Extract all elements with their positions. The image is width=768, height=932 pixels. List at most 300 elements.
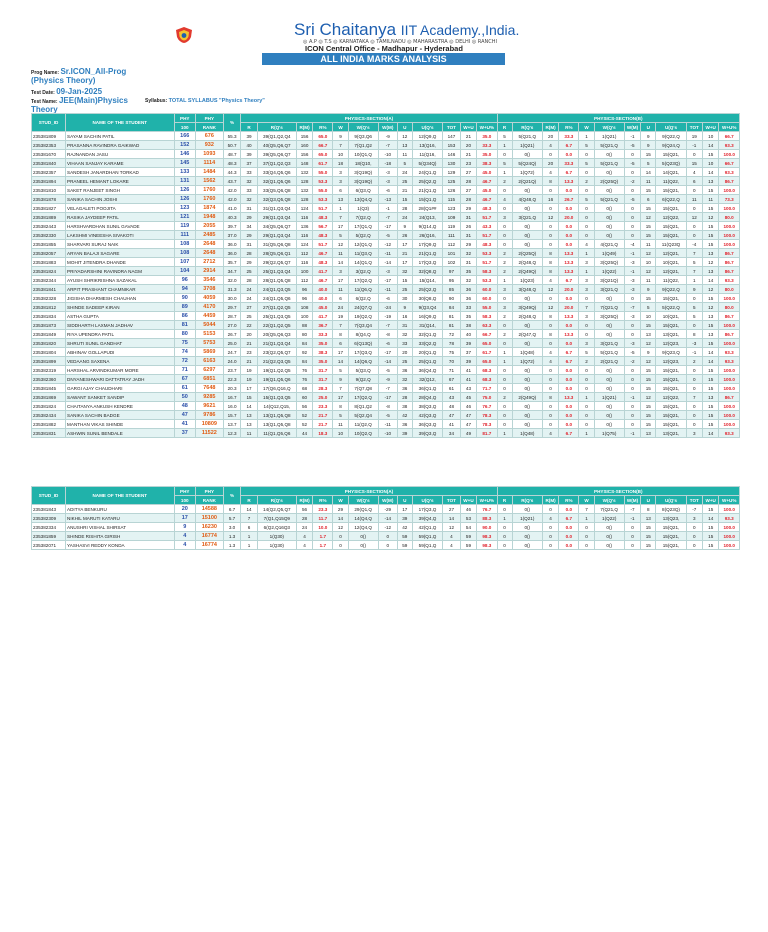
table-cell: 12(Q23, <box>656 339 686 348</box>
table-cell: 12(Q21, <box>656 249 686 258</box>
phy-total: 50 <box>174 393 195 402</box>
table-cell: 0() <box>594 168 624 177</box>
student-name: RAJNANDAN JASU <box>66 150 174 159</box>
table-cell: 28 <box>296 514 312 523</box>
table-cell: 21(Q1,Q3,Q4 <box>257 339 296 348</box>
col-sec-b-6: W(M) <box>624 123 640 132</box>
col-sec-a-7: U <box>397 496 412 505</box>
table-cell: 31 <box>460 213 476 222</box>
table-cell: 43 <box>443 393 461 402</box>
table-cell: 88 <box>296 321 312 330</box>
phy-total: 104 <box>174 267 195 276</box>
table-cell: 5 <box>579 195 594 204</box>
table-cell: 9 <box>333 375 348 384</box>
student-name: HARSHAL ARVINDKUMAR MORE <box>66 366 174 375</box>
table-cell: 15 <box>641 366 656 375</box>
table-cell: 0 <box>497 541 512 550</box>
table-cell: 59 <box>460 532 476 541</box>
table-cell: 33 <box>460 303 476 312</box>
phy-total: 119 <box>174 222 195 231</box>
table-cell: 36(Q3,Q <box>412 420 442 429</box>
percent-cell: 100.0 <box>719 150 740 159</box>
percent-cell: 0.0 <box>559 541 579 550</box>
table-cell: 33 <box>241 186 257 195</box>
table-cell: 0 <box>624 231 640 240</box>
table-cell: 0 <box>624 411 640 420</box>
table-cell: 32(Q1,Q5,Q6 <box>257 177 296 186</box>
table-cell: 0 <box>497 402 512 411</box>
table-cell: 33(Q4,Q5,Q6 <box>257 168 296 177</box>
table-cell: 41 <box>460 375 476 384</box>
table-cell: 32(Q3,Q5,Q8 <box>257 195 296 204</box>
table-cell: 45 <box>460 393 476 402</box>
table-cell: 0 <box>579 150 594 159</box>
phy-rank: 10809 <box>195 420 223 429</box>
phy-total: 146 <box>174 150 195 159</box>
table-cell: 1(Q72) <box>512 168 542 177</box>
table-cell: 15 <box>703 186 719 195</box>
table-cell: 28.7 <box>223 312 241 321</box>
table-cell: 95 <box>443 276 461 285</box>
table-cell: 1 <box>579 132 594 141</box>
table-cell: 15 <box>703 532 719 541</box>
percent-cell: 23.3 <box>313 505 333 514</box>
table-cell: -3 <box>624 276 640 285</box>
phy-rank: 676 <box>195 132 223 141</box>
test-date: Test Date: 09-Jan-2025 <box>31 87 103 96</box>
col-sec-b-11: W+U% <box>719 123 740 132</box>
table-cell: 84 <box>443 303 461 312</box>
student-name: SAKET RANJEET SINGH <box>66 186 174 195</box>
table-cell: 36 <box>397 384 412 393</box>
table-cell: 56 <box>296 402 312 411</box>
phy-rank: 1948 <box>195 213 223 222</box>
phy-total: 41 <box>174 420 195 429</box>
phy-rank: 5869 <box>195 348 223 357</box>
table-cell: 20(Q1,Q <box>412 348 442 357</box>
table-cell: -8 <box>378 402 397 411</box>
table-cell: 6 <box>641 195 656 204</box>
table-cell: 132 <box>296 168 312 177</box>
col-sec-a-5: W(Q's <box>348 123 378 132</box>
table-cell: 6.7 <box>223 505 241 514</box>
table-cell: 0() <box>594 420 624 429</box>
table-cell: 28 <box>460 177 476 186</box>
table-cell: 4 <box>443 541 461 550</box>
table-cell: -14 <box>378 258 397 267</box>
table-cell: 15 <box>641 541 656 550</box>
table-cell: 0 <box>686 402 702 411</box>
col-sec-b-5: W(Q's <box>594 496 624 505</box>
table-cell: 21 <box>460 132 476 141</box>
student-id: 235382434 <box>32 411 66 420</box>
table-cell: 34.7 <box>223 267 241 276</box>
student-name: RIYA UPENDRA PATIL <box>66 330 174 339</box>
student-id: 235381882 <box>32 420 66 429</box>
table-cell: 0 <box>624 150 640 159</box>
table-cell: 8 <box>333 330 348 339</box>
table-cell: 2(Q48,Q <box>512 312 542 321</box>
percent-cell: 100.0 <box>719 541 740 550</box>
table-cell: 115 <box>443 195 461 204</box>
table-cell: -18 <box>378 159 397 168</box>
table-row <box>32 541 740 550</box>
table-cell: 80 <box>296 330 312 339</box>
table-cell: 2 <box>497 258 512 267</box>
table-cell: 0() <box>594 186 624 195</box>
percent-cell: 21.7 <box>313 420 333 429</box>
table-cell: 40.3 <box>223 213 241 222</box>
col-sec-a-8: U(Q's <box>412 123 442 132</box>
percent-cell: 31.7 <box>313 366 333 375</box>
table-cell: -3 <box>378 177 397 186</box>
table-cell: 124 <box>296 204 312 213</box>
table-cell: 146 <box>443 150 461 159</box>
percent-cell: 35.0 <box>477 150 497 159</box>
table-cell: 21 <box>397 186 412 195</box>
table-cell: 3(Q21,Q <box>594 339 624 348</box>
table-cell: 15(Q21, <box>656 186 686 195</box>
table-cell: 10(Q1,Q <box>348 150 378 159</box>
student-name: SANIKA SACHIN BADGE <box>66 411 174 420</box>
phy-total: 123 <box>174 204 195 213</box>
table-cell: 13 <box>641 514 656 523</box>
phy-total: 74 <box>174 348 195 357</box>
student-name: VEDAANG SAXENA <box>66 357 174 366</box>
table-cell: 9 <box>686 285 702 294</box>
table-cell: 12 <box>641 339 656 348</box>
table-cell: 52 <box>296 420 312 429</box>
table-cell: 15 <box>703 240 719 249</box>
phy-rank: 2914 <box>195 267 223 276</box>
table-cell: -4 <box>686 240 702 249</box>
table-cell: 15(Q21, <box>656 523 686 532</box>
table-cell: 0() <box>594 532 624 541</box>
table-cell: 39 <box>241 150 257 159</box>
percent-cell: 6.7 <box>559 168 579 177</box>
table-cell: 21 <box>241 339 257 348</box>
table-cell: 32 <box>397 330 412 339</box>
table-cell: 9 <box>333 132 348 141</box>
table-cell: 15 <box>703 204 719 213</box>
table-cell: 14 <box>333 357 348 366</box>
table-cell: 29 <box>333 505 348 514</box>
student-id: 235382309 <box>32 514 66 523</box>
table-cell: 19(Q1,Q2,Q5 <box>257 366 296 375</box>
table-cell: 48 <box>443 402 461 411</box>
percent-cell: 100.0 <box>719 231 740 240</box>
table-cell: 19(Q1,Q5,Q6 <box>257 375 296 384</box>
table-cell: 7 <box>333 384 348 393</box>
table-cell: 7 <box>241 514 257 523</box>
table-cell: 0 <box>497 411 512 420</box>
col-sec-a-11: W+U% <box>477 123 497 132</box>
table-cell: 15 <box>641 411 656 420</box>
phy-total: 111 <box>174 231 195 240</box>
phy-total: 72 <box>174 357 195 366</box>
table-cell: 34 <box>443 429 461 438</box>
student-name: SIDDHARTH LAXMAN JADHAV <box>66 321 174 330</box>
student-id: 235382360 <box>32 375 66 384</box>
table-cell: 46 <box>460 402 476 411</box>
table-cell: 15(Q1,Q3,Q5 <box>257 393 296 402</box>
col-sec-b-10: W+U <box>703 496 719 505</box>
table-cell: 81 <box>443 321 461 330</box>
table-cell: 7(Q1,Q15Q9 <box>257 514 296 523</box>
student-name: SHRUTI SUNIL GANDHAT <box>66 339 174 348</box>
table-cell: 21(Q2,Q3,Q5 <box>257 357 296 366</box>
table-cell: 15 <box>703 420 719 429</box>
col-phy: PHY <box>174 114 195 123</box>
table-cell: 13 <box>703 312 719 321</box>
table-cell: 17(Q3,Q <box>348 348 378 357</box>
table-cell: 15.7 <box>223 411 241 420</box>
table-cell: 9(Q3,Q4 <box>412 303 442 312</box>
percent-cell: 41.7 <box>313 312 333 321</box>
table-cell: 17 <box>333 276 348 285</box>
percent-cell: 48.3 <box>313 258 333 267</box>
table-cell: 0 <box>542 532 558 541</box>
table-cell: 1(Q48) <box>512 348 542 357</box>
table-cell: 29 <box>241 213 257 222</box>
table-cell: 25 <box>397 177 412 186</box>
table-cell: -14 <box>378 514 397 523</box>
table-cell: 0 <box>579 375 594 384</box>
percent-cell: 0.0 <box>559 366 579 375</box>
table-cell: 15(Q21, <box>656 375 686 384</box>
table-cell: 14(Q2,Q5,Q7 <box>257 505 296 514</box>
table-cell: 12(Q22, <box>656 213 686 222</box>
table-cell: 39.7 <box>223 222 241 231</box>
table-cell: 0 <box>333 541 348 550</box>
table-cell: 32(Q8,Q <box>412 267 442 276</box>
table-cell: 3 <box>333 177 348 186</box>
table-cell: 0() <box>512 505 542 514</box>
percent-cell: 33.3 <box>559 159 579 168</box>
table-cell: 41 <box>443 420 461 429</box>
table-cell: 0() <box>594 231 624 240</box>
col-sec-b-0: R <box>497 496 512 505</box>
table-cell: 6 <box>686 177 702 186</box>
table-cell: 1 <box>497 348 512 357</box>
percent-cell: 26.7 <box>559 195 579 204</box>
test-name: Test Name: JEE(Main)Physics Theory <box>31 96 128 114</box>
table-cell: 5(Q24Q) <box>512 159 542 168</box>
table-cell: 25.0 <box>223 339 241 348</box>
table-cell: 3(Q25Q) <box>594 258 624 267</box>
table-cell: 0 <box>579 523 594 532</box>
table-cell: 31 <box>397 321 412 330</box>
table-cell: 17 <box>241 384 257 393</box>
table-cell: 5 <box>333 411 348 420</box>
table-cell: 24 <box>241 285 257 294</box>
table-cell: 31 <box>460 231 476 240</box>
table-cell: 4 <box>579 240 594 249</box>
percent-cell: 86.7 <box>719 258 740 267</box>
table-cell: 0() <box>594 330 624 339</box>
percent-cell: 1.7 <box>313 541 333 550</box>
table-cell: 84 <box>296 357 312 366</box>
table-cell: 18(Q10, <box>348 159 378 168</box>
table-cell: 0() <box>512 532 542 541</box>
student-id: 235381810 <box>32 186 66 195</box>
table-cell: 0() <box>512 204 542 213</box>
student-id: 235381804 <box>32 348 66 357</box>
table-cell: -14 <box>378 357 397 366</box>
student-id: 235381878 <box>32 195 66 204</box>
table-cell: 15 <box>641 204 656 213</box>
student-name: ARPIT PRASHANT CHAMNIKAR <box>66 285 174 294</box>
col-rank-top: PHY <box>195 487 223 496</box>
table-row <box>32 523 740 532</box>
table-cell: 0 <box>497 294 512 303</box>
table-cell: 116 <box>296 258 312 267</box>
table-cell: 5 <box>641 159 656 168</box>
table-cell: 7(Q21,Q <box>594 303 624 312</box>
student-name: CHAITANYA ANKUSH KENDRE <box>66 402 174 411</box>
col-sec-b-11: W+U% <box>719 496 740 505</box>
table-cell: 4(Q21,Q <box>594 240 624 249</box>
table-cell: 156 <box>296 132 312 141</box>
table-cell: 46 <box>460 505 476 514</box>
table-cell: 15(Q21, <box>656 384 686 393</box>
student-name: PRIYADARSHINI RAVINDRA NAGM <box>66 267 174 276</box>
percent-cell: 0.0 <box>559 186 579 195</box>
table-row <box>32 177 740 186</box>
student-id: 235381889 <box>32 213 66 222</box>
percent-cell: 11.7 <box>313 514 333 523</box>
percent-cell: 100.0 <box>719 402 740 411</box>
percent-cell: 35.0 <box>477 132 497 141</box>
table-cell: 12 <box>686 213 702 222</box>
table-cell: 39 <box>460 357 476 366</box>
table-cell: -3 <box>624 339 640 348</box>
table-cell: 0 <box>579 420 594 429</box>
table-cell: 15(Q21, <box>656 420 686 429</box>
table-cell: 4 <box>542 348 558 357</box>
col-sec-b-1: R(Q's <box>512 123 542 132</box>
table-cell: -2 <box>624 357 640 366</box>
table-cell: 108 <box>296 303 312 312</box>
col-rank-top: PHY <box>195 114 223 123</box>
table-cell: 8 <box>542 267 558 276</box>
table-cell: 9(Q23,Q <box>656 348 686 357</box>
table-cell: 111 <box>443 231 461 240</box>
student-id: 235382353 <box>32 141 66 150</box>
percent-cell: 100.0 <box>719 523 740 532</box>
table-cell: 20 <box>542 132 558 141</box>
table-cell: 7 <box>579 505 594 514</box>
phy-rank: 932 <box>195 141 223 150</box>
table-cell: 3(Q2,Q <box>348 267 378 276</box>
table-cell: 0 <box>579 541 594 550</box>
table-cell: 48.3 <box>223 159 241 168</box>
percent-cell: 65.0 <box>477 357 497 366</box>
table-cell: 32.0 <box>223 276 241 285</box>
student-name: SHINDE SADEEP KIRAN <box>66 303 174 312</box>
table-cell: 44.3 <box>223 168 241 177</box>
table-cell: 0() <box>512 420 542 429</box>
table-cell: 0 <box>378 532 397 541</box>
table-cell: 116 <box>296 213 312 222</box>
col-sec-a-6: W(M) <box>378 496 397 505</box>
table-cell: 27 <box>460 186 476 195</box>
percent-cell: 51.7 <box>313 204 333 213</box>
table-cell: 13 <box>703 393 719 402</box>
table-cell: 55.3 <box>223 132 241 141</box>
table-cell: 21 <box>397 249 412 258</box>
col-sec-a-10: W+U <box>460 496 476 505</box>
table-cell: -9 <box>378 375 397 384</box>
table-cell: 0 <box>579 532 594 541</box>
table-cell: 0 <box>579 222 594 231</box>
table-cell: 1(Q30) <box>257 532 296 541</box>
percent-cell: 45.0 <box>477 186 497 195</box>
col-sec-b-10: W+U <box>703 123 719 132</box>
table-cell: 0 <box>333 532 348 541</box>
table-cell: 0() <box>348 541 378 550</box>
table-cell: 31(Q5,Q6,Q8 <box>257 240 296 249</box>
table-cell: 28 <box>460 195 476 204</box>
table-cell: 1 <box>579 393 594 402</box>
percent-cell: 6.7 <box>559 141 579 150</box>
table-row <box>32 348 740 357</box>
student-id: 235382357 <box>32 168 66 177</box>
table-cell: 32 <box>460 249 476 258</box>
percent-cell: 80.0 <box>719 285 740 294</box>
table-cell: 47 <box>443 411 461 420</box>
percent-cell: 75.0 <box>477 393 497 402</box>
phy-total: 48 <box>174 402 195 411</box>
percent-cell: 93.3 <box>719 514 740 523</box>
table-cell: 15(Q21, <box>656 204 686 213</box>
table-cell: 10(Q2,Q <box>348 429 378 438</box>
table-cell: 23 <box>460 159 476 168</box>
table-cell: 4 <box>296 541 312 550</box>
percent-cell: 55.0 <box>477 303 497 312</box>
table-cell: 39(Q4,Q <box>412 514 442 523</box>
table-cell: 1 <box>579 267 594 276</box>
table-cell: 14 <box>703 276 719 285</box>
percent-cell: 58.3 <box>477 267 497 276</box>
table-cell: 68 <box>296 384 312 393</box>
percent-cell: 90.0 <box>477 523 497 532</box>
col-sec-b-7: U <box>641 496 656 505</box>
table-cell: -5 <box>378 366 397 375</box>
table-cell: 31(Q14, <box>412 321 442 330</box>
table-cell: 1 <box>497 357 512 366</box>
table-cell: 0 <box>686 366 702 375</box>
table-cell: 5 <box>686 312 702 321</box>
table-cell: 31.3 <box>223 285 241 294</box>
table-cell: -3 <box>378 267 397 276</box>
table-cell: -8 <box>378 330 397 339</box>
percent-cell: 0.0 <box>559 375 579 384</box>
student-id: 235381899 <box>32 357 66 366</box>
table-cell: 15 <box>397 195 412 204</box>
phy-total: 71 <box>174 366 195 375</box>
table-cell: 3 <box>497 213 512 222</box>
col-sec-b-1: R(Q's <box>512 496 542 505</box>
table-cell: 12(Q23, <box>656 357 686 366</box>
table-cell: 1 <box>241 541 257 550</box>
table-cell: 28 <box>397 393 412 402</box>
table-cell: 8 <box>686 330 702 339</box>
table-cell: 0() <box>512 339 542 348</box>
table-cell: 14 <box>703 141 719 150</box>
table-cell: 36 <box>460 285 476 294</box>
table-cell: 3 <box>686 429 702 438</box>
